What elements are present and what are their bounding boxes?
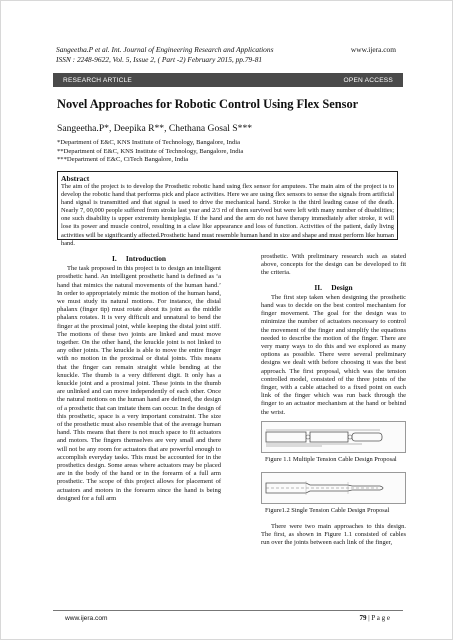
- author-list: Sangeetha.P*, Deepika R**, Chethana Gosal S***: [57, 123, 253, 134]
- figure-1-1-caption: Figure 1.1 Multiple Tension Cable Design Proposal: [265, 455, 397, 463]
- intro-paragraph: The task proposed in this project is to design an intelligent prosthetic hand. An intelligent prosthetic hand is defined as ‘a hand that mimics the natural movements of the human hand.’ In order to appropriately mimic the motion of the human hand, we must study its natural motions. For instance, the distal phalanx (finger tip) must rotate about its joint as the middle phalanx rotates. It is very difficult and unnatural to bend the finger at the proximal joint, while keeping the distal joint stiff. The motions of these two joints are linked and must move together. On the other hand, the knuckle joint is not linked to any other joints. The knuckle is able to move the entire finger with no motion in the proximal or distal joints. This means that the finger can remain straight while bending at the knuckle. The thumb is a very different digit. It only has a knuckle joint and a proximal joint. These joints in the thumb are unlinked and can move independently of each other. Once the natural motions on the human hand are defined, the design of a prosthetic that can imitate them can occur. In the design of this prosthetic, space is a very important constraint. The size of the prosthetic must also resemble that of the average human hand. This means that there is not much space to fit actuators and motors. The fingers themselves are very small and there will not be any room for actuators that are powerful enough to accomplish everyday tasks. This must be accounted for in the prosthetics design. Some areas where actuators may be placed are in the body of the hand or in the forearm of a full arm prosthetic. The scope of this project allows for placement of actuators and motors in the forearm since the hand is being designed for a full arm: [57, 265, 221, 502]
- abstract-heading: Abstract: [61, 174, 90, 183]
- research-article-label: RESEARCH ARTICLE: [63, 76, 133, 84]
- design-approach-paragraph: There were two main approaches to this design. The first, as shown in Figure 1.1 consisted of cables run over the joints between each link of the finger,: [261, 522, 406, 547]
- design-heading: II. Design: [314, 282, 353, 292]
- affiliation-2: **Department of E&C, KNS Institute of Technology, Bangalore, India: [57, 147, 244, 155]
- intro-continued: prosthetic. With preliminary research such as stated above, concepts for the design can be developed to fit the criteria.: [261, 253, 406, 277]
- affiliation-3: ***Department of E&C, CiTech Bangalore, India: [57, 156, 189, 164]
- journal-citation: Sangeetha.P et al. Int. Journal of Engineering Research and Applications: [56, 45, 274, 54]
- figure-1-2-caption: Figure1.2 Single Tension Cable Design Proposal: [265, 506, 390, 514]
- footer-website-link[interactable]: www.ijera.com: [65, 615, 108, 622]
- multi-cable-finger-drawing: [262, 422, 405, 452]
- affiliation-1: *Department of E&C, KNS Institute of Technology, Bangalore, India: [57, 139, 241, 146]
- issn-line: ISSN : 2248-9622, Vol. 5, Issue 2, ( Part -2) February 2015, pp.79-81: [56, 55, 263, 64]
- left-column: [57, 253, 221, 503]
- page-number-value: 79: [359, 614, 367, 622]
- design-paragraph: The first step taken when designing the prosthetic hand was to decide on the best control mechanism for finger movement. The goal for the design was to minimize the number of actuators necessary to control the movement of the finger and simplify the equations needed to describe the motion of the finger. There are very many ways to do this and we explored as many options as possible. There were several preliminary designs we dealt with before choosing it was the best approach. The first proposal, which was the tension controlled model, consisted of the three joints of the finger, with a cable attached to a fixed point on each link of the finger which was run back through the finger to an actuator mechanism at the hand or behind the wrist.: [261, 293, 406, 416]
- header-website-link[interactable]: www.ijera.com: [350, 45, 396, 54]
- page-label: | P a g e: [368, 614, 390, 622]
- open-access-label: OPEN ACCESS: [343, 76, 393, 84]
- single-cable-finger-drawing: [262, 473, 405, 503]
- figure-1-2-diagram: [261, 472, 406, 504]
- affiliations: [57, 139, 243, 165]
- paper-title: Novel Approaches for Robotic Control Using Flex Sensor: [57, 97, 359, 111]
- right-column: [261, 253, 406, 547]
- abstract-box: [57, 171, 398, 247]
- page-number: [360, 614, 391, 622]
- article-type-band: [53, 73, 403, 87]
- figure-1-1-diagram: [261, 421, 406, 453]
- abstract-text: The aim of the project is to develop the Prosthetic robotic hand using flex sensor for amputees. The main aim of the project is to develop the robotic hand that performs pick and place activities. Here we are using flex sensors to sense the signals from artificial hand signal is transmitted and that signal is used to drive the mechanical hand. Stroke is the third leading cause of the death. Nearly 7, 00,000 people suffered from stroke last year and 2/3 rd of them survived but were left with many number of disabilities; one such disability is upper extremity hemiplegia. If the hand and the arm do not have therapy immediately after stroke, it will lose its power and muscle control, resulting in a claw like appearance and loss of function. Activities of the patient, daily living activities will be significantly affected.Prosthetic hand must resemble human hand in size and shape and must perform like human hand.: [61, 183, 394, 247]
- intro-heading: I. Introduction: [111, 254, 167, 263]
- journal-header: [56, 45, 273, 65]
